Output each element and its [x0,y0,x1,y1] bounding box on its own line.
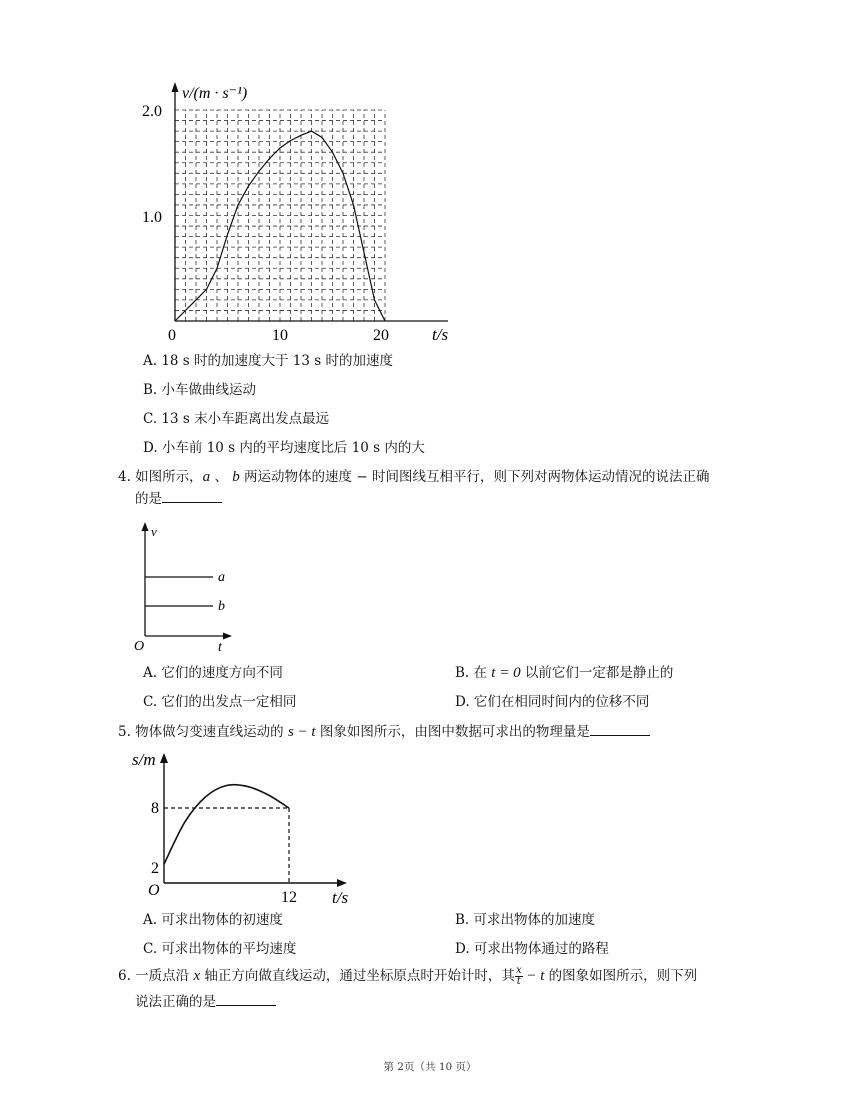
q5-stem [118,721,650,743]
st-y-label: s/m [132,750,156,769]
st-x-arrow [337,879,347,887]
vt-y-label: v/(m · s⁻¹) [182,85,248,102]
st-origin-label: O [148,882,160,899]
q6-frac-den: t [516,976,521,987]
q6-text-2: 轴正方向做直线运动，通过坐标原点时开始计时，其 [200,968,515,984]
st-x-tick-12: 12 [281,889,297,906]
q4-option-b-text-2: 以前它们一定都是静止的 [520,665,674,681]
q4-answer-blank[interactable] [162,488,222,503]
st-y-arrow [160,753,168,763]
ab-x-label: t [218,640,222,652]
st-x-label: t/s [332,888,349,907]
page-footer: 第 2页（共 10 页） [383,1061,477,1073]
q4-sep: 、 [210,469,233,485]
vt-x-tick-0: 0 [168,327,176,344]
ab-y-arrow [142,522,149,531]
q4-stem [118,466,758,510]
q4-text-2: 两运动物体的速度 − 时间图线互相平行，则下列对两物体运动情况的说法正确 [239,469,710,485]
vt-x-tick-10: 10 [272,327,288,344]
q5-expr: s − t [287,724,316,740]
vt-y-tick-2: 2.0 [142,103,162,120]
q3-option-a[interactable]: A. 18 s 时的加速度大于 13 s 时的加速度 [143,353,394,369]
q4-option-d[interactable]: D. 它们在相同时间内的位移不同 [455,694,650,710]
q6-stem [118,965,778,1013]
q3-option-c[interactable]: C. 13 s 末小车距离出发点最远 [143,411,330,427]
q4-text-1: 4. 如图所示， [118,469,203,485]
q4-var-a: a [202,469,211,485]
vt-x-tick-20: 20 [373,327,389,344]
q6-answer-blank[interactable] [216,991,276,1006]
q5-option-a[interactable]: A. 可求出物体的初速度 [143,912,283,928]
q4-text-3: 的是 [135,491,162,507]
st-curve [164,785,289,865]
st-y-tick-2: 2 [151,860,159,877]
st-graph [128,745,363,907]
q3-option-b[interactable]: B. 小车做曲线运动 [143,382,257,398]
q6-frac-num: x [515,965,522,976]
q3-option-d[interactable]: D. 小车前 10 s 内的平均速度比后 10 s 内的大 [143,440,425,456]
q4-option-b-eq: t = 0 [491,665,521,681]
st-y-tick-8: 8 [151,800,159,817]
q5-option-c[interactable]: C. 可求出物体的平均速度 [143,941,297,957]
q4-option-b[interactable] [455,664,673,682]
q4-option-c[interactable]: C. 它们的出发点一定相同 [143,694,297,710]
vt-y-tick-1: 1.0 [142,209,162,226]
q6-var-x: x [193,968,201,984]
q5-text-1: 5. 物体做匀变速直线运动的 [118,724,288,740]
q5-answer-blank[interactable] [590,721,650,736]
label-a: a [218,570,225,585]
label-b: b [218,599,225,614]
q5-option-b[interactable]: B. 可求出物体的加速度 [455,912,596,928]
ab-x-arrow [223,633,232,640]
q5-option-d[interactable]: D. 可求出物体通过的路程 [455,941,609,957]
q6-text-4: 说法正确的是 [135,994,216,1010]
vt-graph [130,78,470,350]
q4-option-b-text-1: B. 在 [455,665,492,681]
q6-text-1: 6. 一质点沿 [118,968,194,984]
q4-var-b: b [232,469,240,485]
q6-fraction [515,966,523,987]
ab-graph [128,518,238,652]
q4-option-a[interactable]: A. 它们的速度方向不同 [143,665,283,681]
q5-text-2: 图象如图所示，由图中数据可求出的物理量是 [315,724,590,740]
vt-y-arrow [172,82,179,92]
ab-origin-label: O [134,639,145,652]
q6-text-3: 的图象如图所示，则下列 [544,968,698,984]
ab-y-label: v [151,524,157,539]
q6-expr: − t [522,968,545,984]
vt-x-label: t/s [432,325,449,344]
